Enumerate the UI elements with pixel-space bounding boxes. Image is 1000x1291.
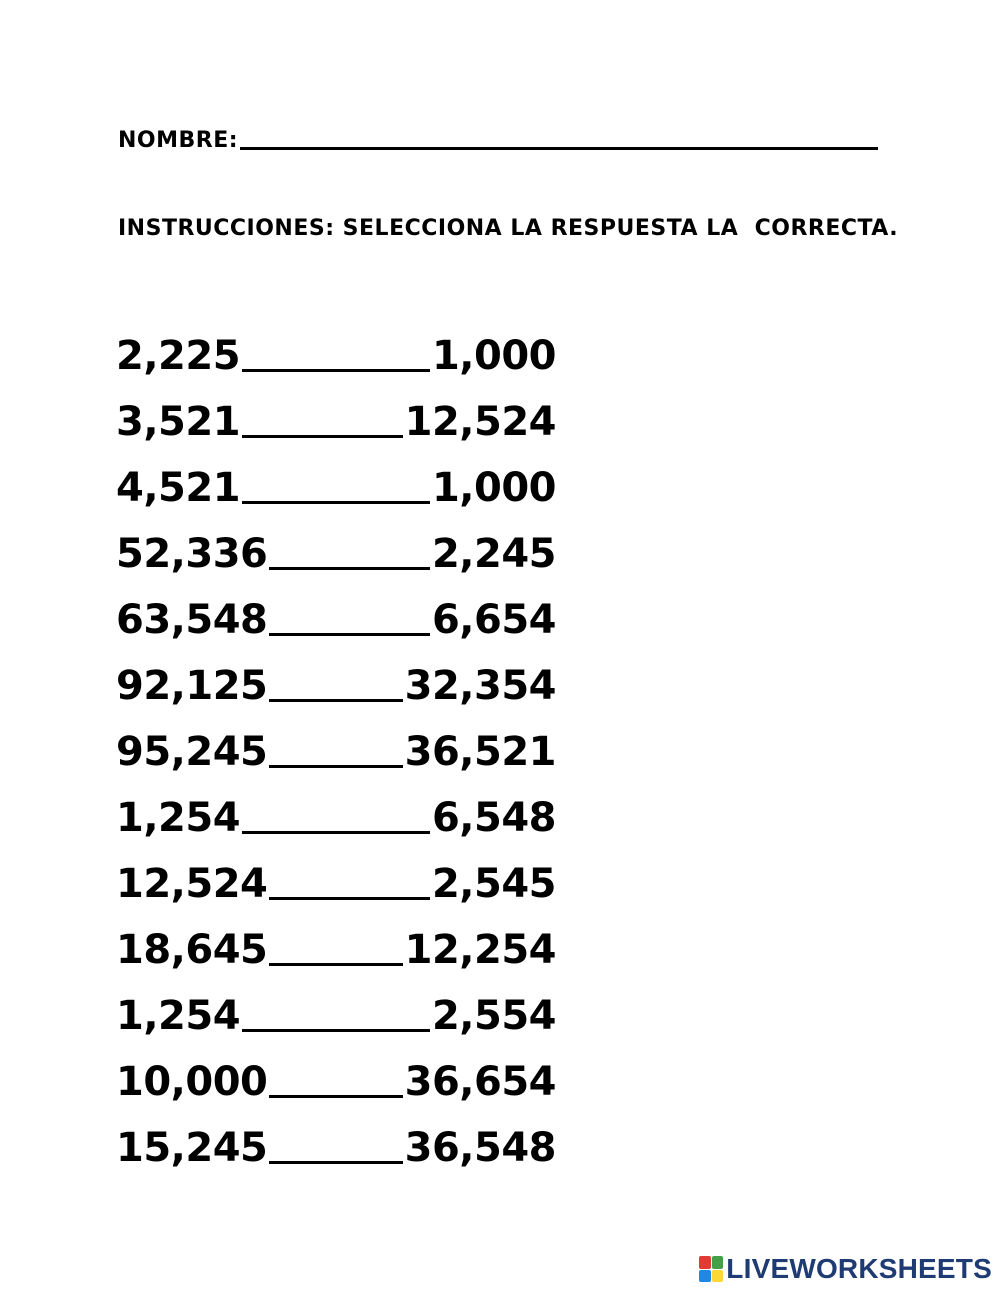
exercise-row-8 — [116, 774, 556, 840]
exercise-row-13 — [116, 1104, 556, 1170]
exercise-list — [116, 312, 556, 1170]
right-number: 6,548 — [431, 795, 556, 841]
right-number: 1,000 — [431, 333, 556, 379]
exercise-row-2 — [116, 378, 556, 444]
answer-blank[interactable] — [269, 633, 430, 636]
right-number: 1,000 — [431, 465, 556, 511]
liveworksheets-logo-icon — [699, 1256, 723, 1282]
answer-blank[interactable] — [269, 1161, 402, 1164]
answer-blank[interactable] — [242, 435, 403, 438]
right-number: 2,245 — [431, 531, 556, 577]
left-number: 2,225 — [116, 333, 241, 379]
right-number: 36,654 — [404, 1059, 556, 1105]
right-number: 12,524 — [404, 399, 556, 445]
answer-blank[interactable] — [269, 699, 402, 702]
left-number: 92,125 — [116, 663, 268, 709]
left-number: 10,000 — [116, 1059, 268, 1105]
left-number: 1,254 — [116, 993, 241, 1039]
exercise-row-3 — [116, 444, 556, 510]
left-number: 95,245 — [116, 729, 268, 775]
right-number: 36,548 — [404, 1125, 556, 1171]
exercise-row-4 — [116, 510, 556, 576]
exercise-row-5 — [116, 576, 556, 642]
left-number: 3,521 — [116, 399, 241, 445]
exercise-row-6 — [116, 642, 556, 708]
answer-blank[interactable] — [242, 831, 430, 834]
answer-blank[interactable] — [242, 501, 430, 504]
name-field-line[interactable] — [240, 147, 878, 150]
answer-blank[interactable] — [269, 567, 430, 570]
answer-blank[interactable] — [242, 369, 430, 372]
name-row — [118, 118, 878, 154]
answer-blank[interactable] — [269, 963, 402, 966]
answer-blank[interactable] — [269, 897, 430, 900]
exercise-row-1 — [116, 312, 556, 378]
left-number: 1,254 — [116, 795, 241, 841]
answer-blank[interactable] — [242, 1029, 430, 1032]
brand-name: LIVEWORKSHEETS — [726, 1253, 992, 1284]
name-label: NOMBRE: — [118, 128, 239, 153]
right-number: 6,654 — [431, 597, 556, 643]
left-number: 12,524 — [116, 861, 268, 907]
left-number: 63,548 — [116, 597, 268, 643]
answer-blank[interactable] — [269, 765, 402, 768]
exercise-row-7 — [116, 708, 556, 774]
answer-blank[interactable] — [269, 1095, 402, 1098]
left-number: 18,645 — [116, 927, 268, 973]
right-number: 2,545 — [431, 861, 556, 907]
left-number: 4,521 — [116, 465, 241, 511]
exercise-row-12 — [116, 1038, 556, 1104]
right-number: 32,354 — [404, 663, 556, 709]
left-number: 52,336 — [116, 531, 268, 577]
liveworksheets-brand[interactable] — [699, 1254, 992, 1284]
right-number: 2,554 — [431, 993, 556, 1039]
instructions: INSTRUCCIONES: SELECCIONA LA RESPUESTA LA CORRECTA. — [118, 216, 899, 241]
left-number: 15,245 — [116, 1125, 268, 1171]
right-number: 12,254 — [404, 927, 556, 973]
exercise-row-10 — [116, 906, 556, 972]
exercise-row-9 — [116, 840, 556, 906]
right-number: 36,521 — [404, 729, 556, 775]
exercise-row-11 — [116, 972, 556, 1038]
